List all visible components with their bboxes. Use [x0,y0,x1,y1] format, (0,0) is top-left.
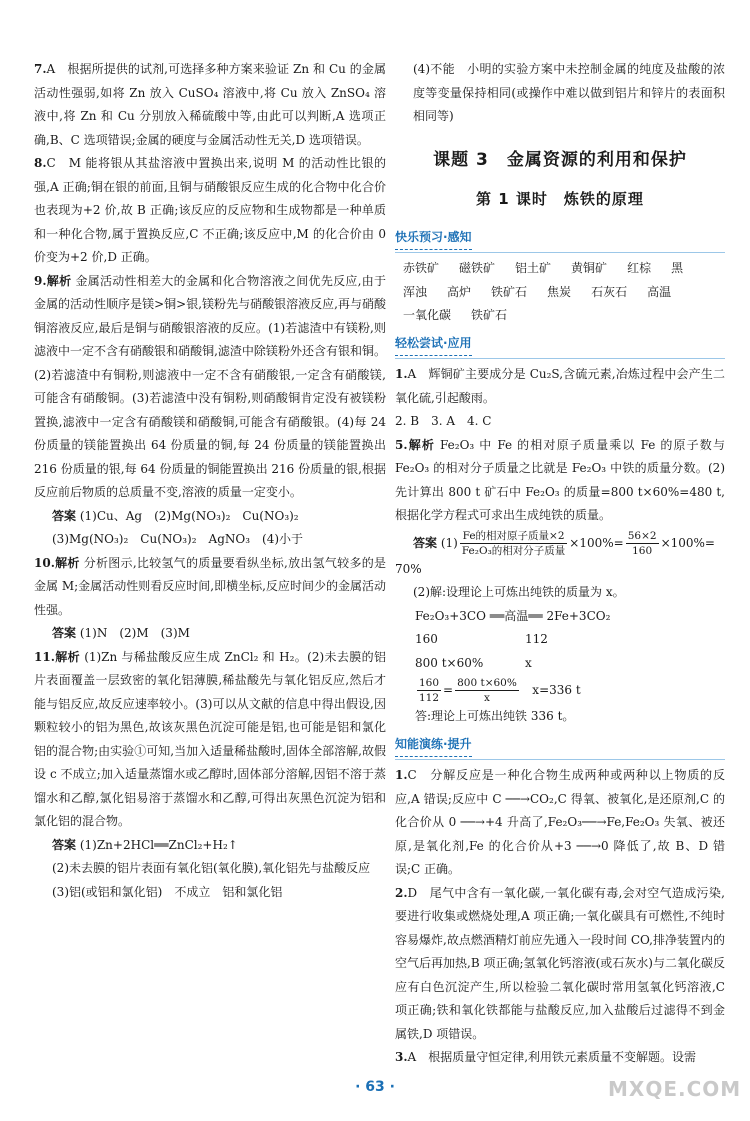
section-header-practice: 知能演练·提升 [395,729,725,761]
answer-10: 10.解析 分析图示,比较氢气的质量要看纵坐标,放出氢气较多的是金属 M;金属活动性则看反应时间,即横坐标,反应时间少的金属活动性强。 [34,555,386,617]
fraction-numeric: $\frac{56\times 2}{160}$ [627,529,657,557]
preview-keywords [395,257,725,328]
answer-r5: 5.解析 Fe₂O₃ 中 Fe 的相对原子质量乘以 Fe 的原子数与 Fe₂O₃ 的相对分子质量之比就是 Fe₂O₃ 中铁的质量分数。(2)先计算出 800 t 矿石中 Fe₂O₃ 的质量=800 t×60%=480 t,根据化学方程式可求出生成纯铁的质量。 [395,437,725,522]
keyword-item: 一氧化碳 [403,308,452,322]
answer-7: 7.A 根据所提供的试剂,可选择多种方案来验证 Zn 和 Cu 的金属活动性强弱,如将 Zn 放入 CuSO₄ 溶液中,将 Cu 放入 ZnSO₄ 溶液中,将 Zn 和 Cu 分别放入稀硫酸中等,由此可以判断,A 选项正确,B、C 选项错误;金属的硬度与金属活动性无关,D 选项错误。 [34,62,386,147]
keyword-item: 红棕 [627,261,652,275]
answer-11-key: 答案 (1)Zn+2HCl══ZnCl₂+H₂↑ [52,837,238,852]
keyword-item: 磁铁矿 [459,261,496,275]
keyword-item: 黄铜矿 [571,261,608,275]
equation-proportion: $\frac{160}{112}$ = $\frac{800 t\times 60\%}{x}$ x=336 t [419,677,581,704]
keyword-item: 铝土矿 [515,261,552,275]
answer-9: 9.解析 金属活动性相差大的金属和化合物溶液之间优先反应,由于金属的活动性顺序是镁>铜>银,镁粉先与硝酸银溶液反应,再与硝酸铜溶液反应,最后是铜与硝酸银溶液的反应。(1)若滤渣中有镁粉,则滤液中一定不含有硝酸银和硝酸铜,滤渣中除镁粉外还含有银和铜。(2)若滤渣中有铜粉,则滤液中一定不含有硝酸银,一定含有硝酸镁,可能含有硝酸铜。(3)若滤渣中没有铜粉,则硝酸铜肯定没有被镁粉置换,滤液中一定含有硝酸镁和硝酸铜,可能含有硝酸银。(4)每 24 份质量的镁能置换出 64 份质量的铜,每 24 份质量的镁能置换出 216 份质量的银,每 64 份质量的铜能置换出 216 份质量的银,根据反应前后物质的总质量不变,溶液的质量一定变小。 [34,273,386,499]
keyword-item: 黑 [671,261,684,275]
lesson-title: 课题 3 金属资源的利用和保护 [433,149,687,170]
equation-masses: 160 112 [415,632,548,646]
keyword-item: 浑浊 [403,284,428,299]
answer-11-key-line2: (2)未去膜的铝片表面有氧化铝(氧化膜),氧化铝先与盐酸反应 [52,861,371,875]
section-header-try: 轻松尝试·应用 [395,328,725,360]
answer-r1: 1.A 辉铜矿主要成分是 Cu₂S,含硫元素,冶炼过程中会产生二氧化硫,引起酸雨。 [395,367,725,405]
answer-r5-result: 70% [395,561,422,576]
equation-givens: 800 t×60% x [415,655,532,670]
keyword-item: 焦炭 [547,284,572,299]
answer-9-key-line2: (3)Mg(NO₃)₂ Cu(NO₃)₂ AgNO₃ (4)小于 [52,532,304,546]
left-column [34,58,386,904]
answer-9-key: 答案 (1)Cu、Ag (2)Mg(NO₃)₂ Cu(NO₃)₂ [52,508,299,523]
keyword-item: 高温 [647,284,672,299]
watermark: MXQE.COM [608,1077,742,1101]
keyword-item: 石灰石 [591,284,628,299]
page-number: · 63 · [355,1079,395,1095]
keyword-item: 赤铁矿 [403,261,440,275]
calculation-block [395,605,725,729]
answer-s2: 2.D 尾气中含有一氧化碳,一氧化碳有毒,会对空气造成污染,要进行收集或燃烧处理,A 项正确;一氧化碳具有可燃性,不纯时容易爆炸,故点燃酒精灯前应先通入一段时间 CO,排净装置内的空气后再加热,B 项正确;氢氧化钙溶液(或石灰水)与二氧化碳反应有白色沉淀产生,所以检验二氧化碳时常用氢氧化钙溶液,C 项正确;铁和氧化铁都能与盐酸反应,加入盐酸后过滤得不到金属铁,D 项错误。 [395,885,725,1041]
period-title: 第 1 课时 炼铁的原理 [476,190,644,208]
keyword-item: 高炉 [447,284,472,299]
answer-11-key-line3: (3)铝(或铝和氯化铝) 不成立 铝和氯化铝 [52,884,283,899]
section-header-preview: 快乐预习·感知 [395,222,725,254]
answer-8: 8.C M 能将银从其盐溶液中置换出来,说明 M 的活动性比银的强,A 正确;铜在银的前面,且铜与硝酸银反应生成的化合物中化合价也表现为+2 价,故 B 正确;该反应的反应物和生成物都是一种单质和一种化合物,属于置换反应,C 不正确;该反应中,M 的化合价由 0 价变为+2 价,D 正确。 [34,156,386,264]
equation-conclusion: 答:理论上可炼出纯铁 336 t。 [415,709,575,723]
answer-r2-4: 2. B 3. A 4. C [395,414,492,428]
answer-11: 11.解析 (1)Zn 与稀盐酸反应生成 ZnCl₂ 和 H₂。(2)未去膜的铝片表面覆盖一层致密的氧化铝薄膜,稀盐酸先与氧化铝反应,然后才能与铝反应,故反应速率较小。(3)可以从文献的信息中得出假设,因颗粒较小的铝为黑色,故该灰黑色沉淀可能是铝,也可能是铝和氯化铝的混合物;由实验①可知,当加入适量稀盐酸时,固体全部溶解,故假设 c 不成立;加入适量蒸馏水或乙醇时,固体部分溶解,因铝不溶于蒸馏水和乙醇,氯化铝易溶于蒸馏水和乙醇,可得出灰黑色沉淀为铝和氯化铝的混合物。 [34,649,386,828]
answer-r5-key: 答案 (1) $\frac{\text{Fe的相对原子质量×2}}{\text{Fe₂O₃的相对分子质量}}$ ×100%= $\frac{56\times 2}{160}$ ×100%= [413,529,715,557]
equation-line: Fe₂O₃+3CO ══高温══ 2Fe+3CO₂ [415,608,611,623]
keyword-item: 铁矿石 [471,308,508,322]
answer-4-continued: (4)不能 小明的实验方案中未控制金属的纯度及盐酸的浓度等变量保持相同(或操作中难以做到铝片和锌片的表面积相同等) [413,62,725,123]
right-column [395,58,725,1070]
answer-r5-part2: (2)解:设理论上可炼出纯铁的质量为 x。 [413,585,625,599]
answer-10-key: 答案 (1)N (2)M (3)M [52,626,190,640]
answer-s1: 1.C 分解反应是一种化合物生成两种或两种以上物质的反应,A 错误;反应中 C ──→CO₂,C 得氧、被氧化,是还原剂,C 的化合价从 0 ──→+4 升高了,Fe₂O₃──→Fe,Fe₂O₃ 失氧、被还原,是氧化剂,Fe 的化合价从+3 ──→0 降低了,故 B、D 错误;C 正确。 [395,768,725,876]
answer-s3: 3.A 根据质量守恒定律,利用铁元素质量不变解题。设需 [395,1050,697,1064]
keyword-item: 铁矿石 [491,284,528,299]
fraction-mass-ratio: $\frac{\text{Fe的相对原子质量×2}}{\text{Fe₂O₃的相对分子质量}}$ [461,529,566,557]
